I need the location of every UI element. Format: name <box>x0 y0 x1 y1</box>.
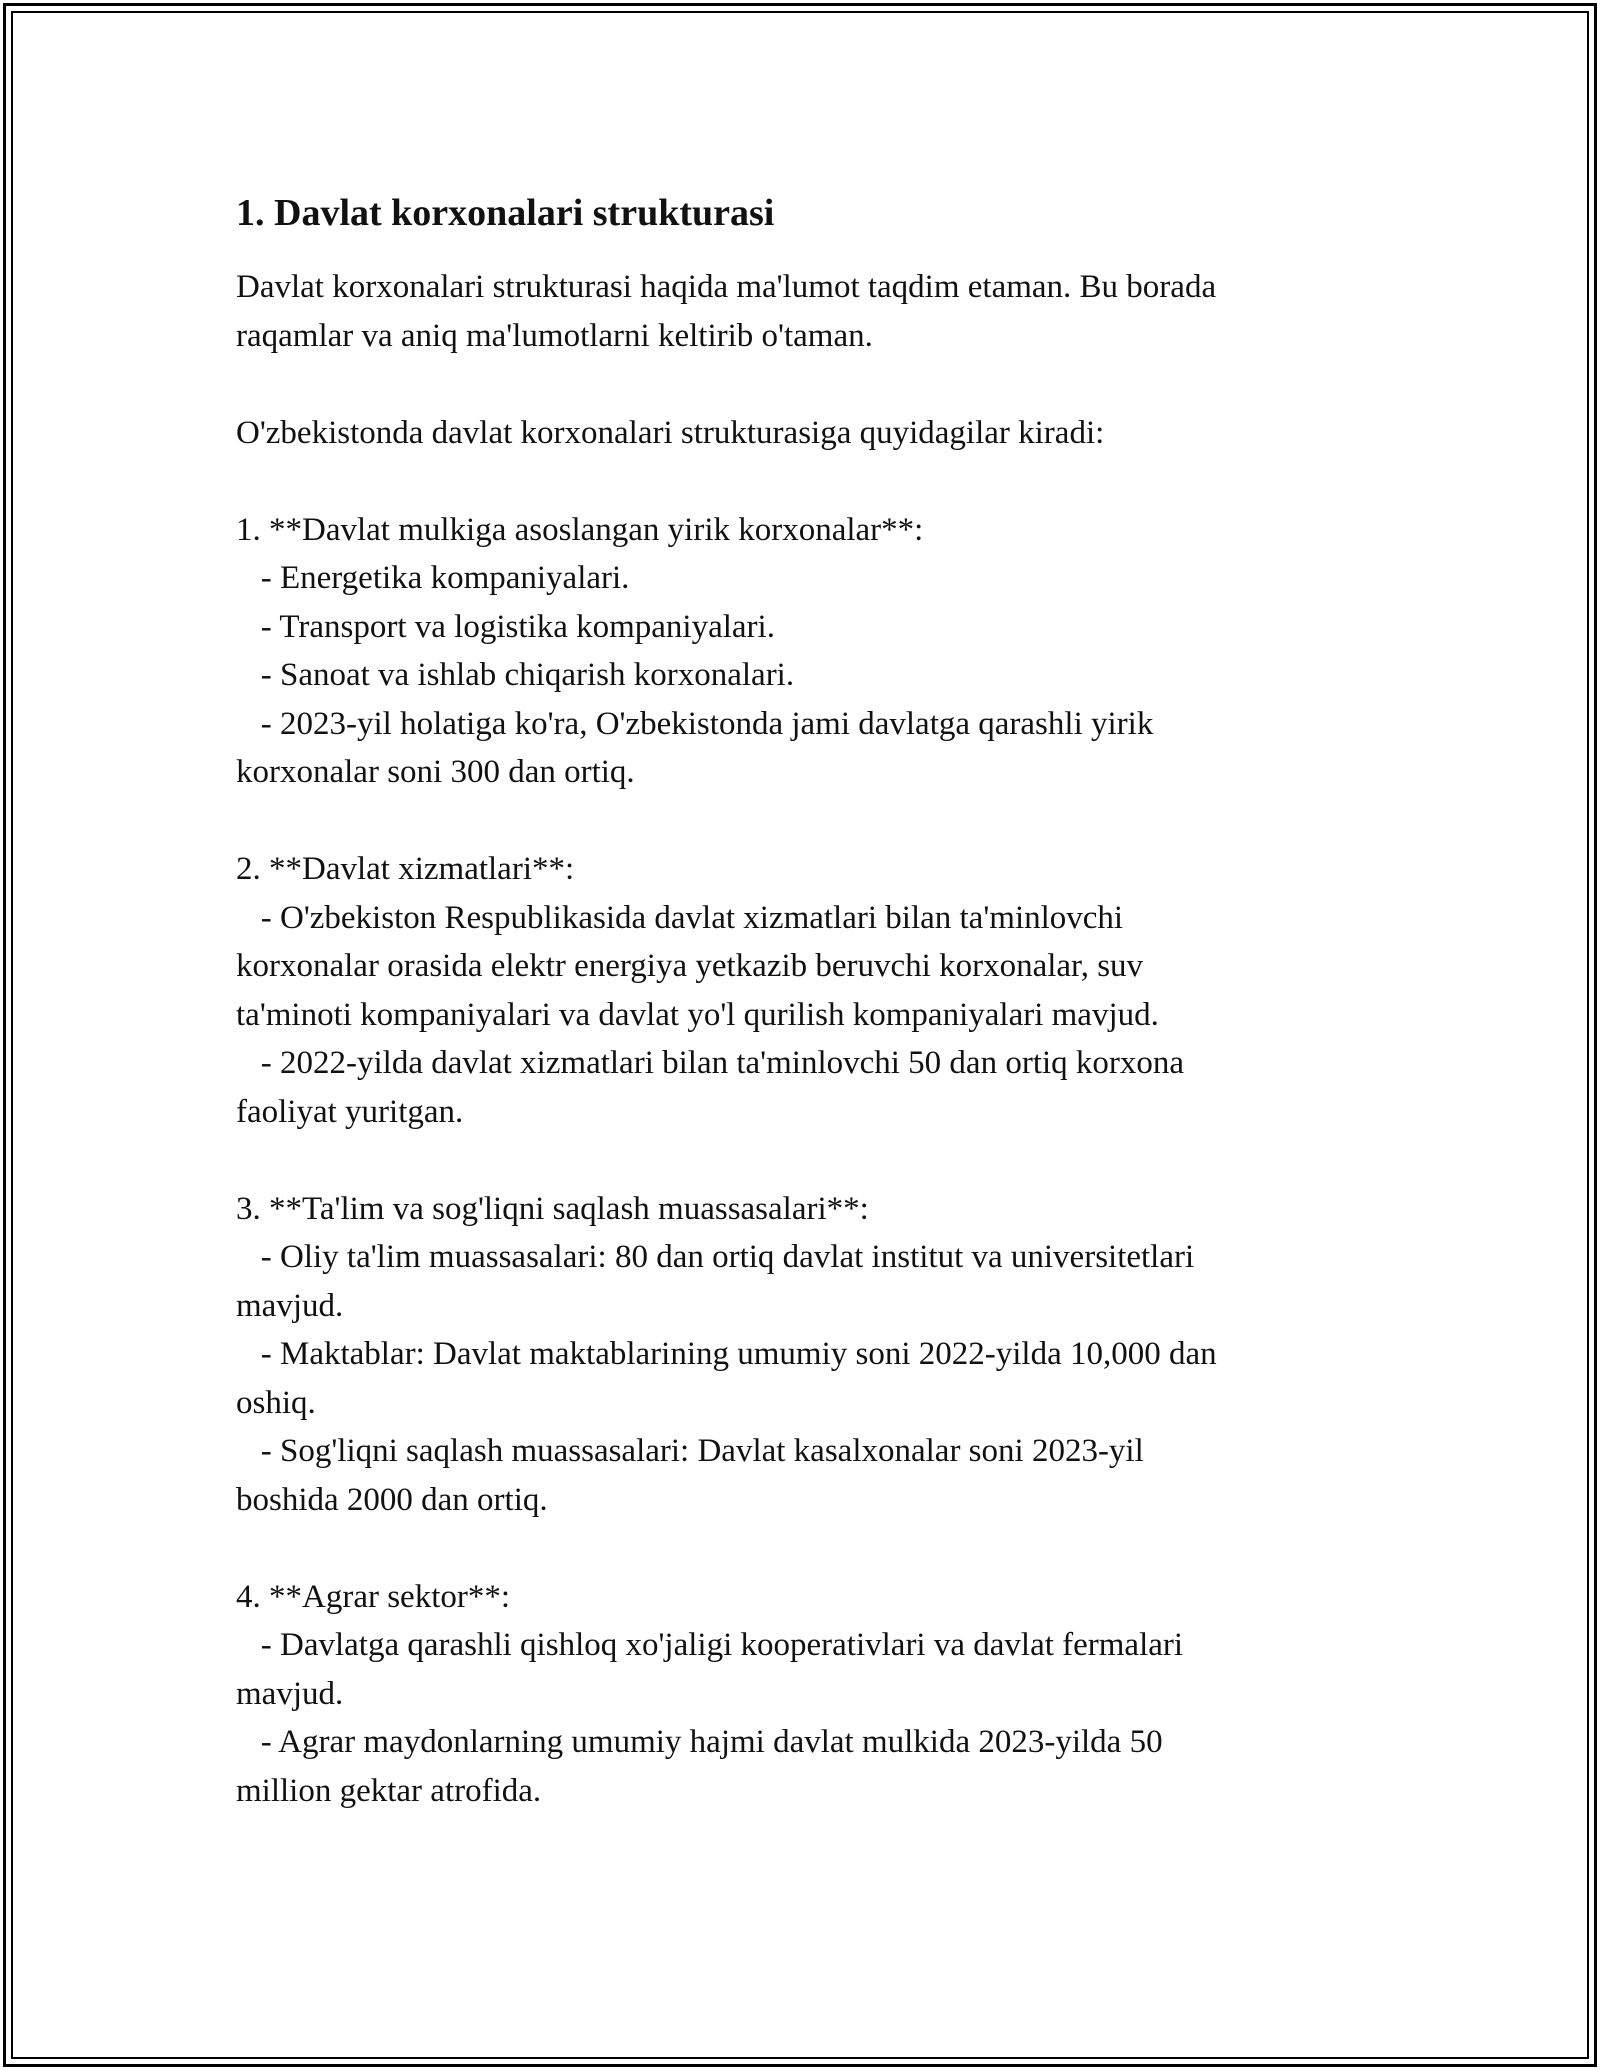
document-content <box>236 187 1386 1815</box>
document-body: Davlat korxonalari strukturasi haqida ma'lumot taqdim etaman. Bu borada raqamlar va aniq ma'lumotlarni keltirib o'taman. O'zbekistonda davlat korxonalari strukturasiga quyidagilar kiradi: 1. **Davlat mulkiga asoslangan yirik korxonalar**: - Energetika kompaniyalari. - Transport va logistika kompaniyalari. - Sanoat va ishlab chiqarish korxonalari. - 2023-yil holatiga ko'ra, O'zbekistonda jami davlatga qarashli yirik korxonalar soni 300 dan ortiq. 2. **Davlat xizmatlari**: - O'zbekiston Respublikasida davlat xizmatlari bilan ta'minlovchi korxonalar orasida elektr energiya yetkazib beruvchi korxonalar, suv ta'minoti kompaniyalari va davlat yo'l qurilish kompaniyalari mavjud. - 2022-yilda davlat xizmatlari bilan ta'minlovchi 50 dan ortiq korxona faoliyat yuritgan. 3. **Ta'lim va sog'liqni saqlash muassasalari**: - Oliy ta'lim muassasalari: 80 dan ortiq davlat institut va universitetlari mavjud. - Maktablar: Davlat maktablarining umumiy soni 2022-yilda 10,000 dan oshiq. - Sog'liqni saqlash muassasalari: Davlat kasalxonalar soni 2023-yil boshida 2000 dan ortiq. 4. **Agrar sektor**: - Davlatga qarashli qishloq xo'jaligi kooperativlari va davlat fermalari mavjud. - Agrar maydonlarning umumiy hajmi davlat mulkida 2023-yilda 50 million gektar atrofida. <box>236 269 1217 1809</box>
document-title: 1. Davlat korxonalari strukturasi <box>236 192 775 234</box>
